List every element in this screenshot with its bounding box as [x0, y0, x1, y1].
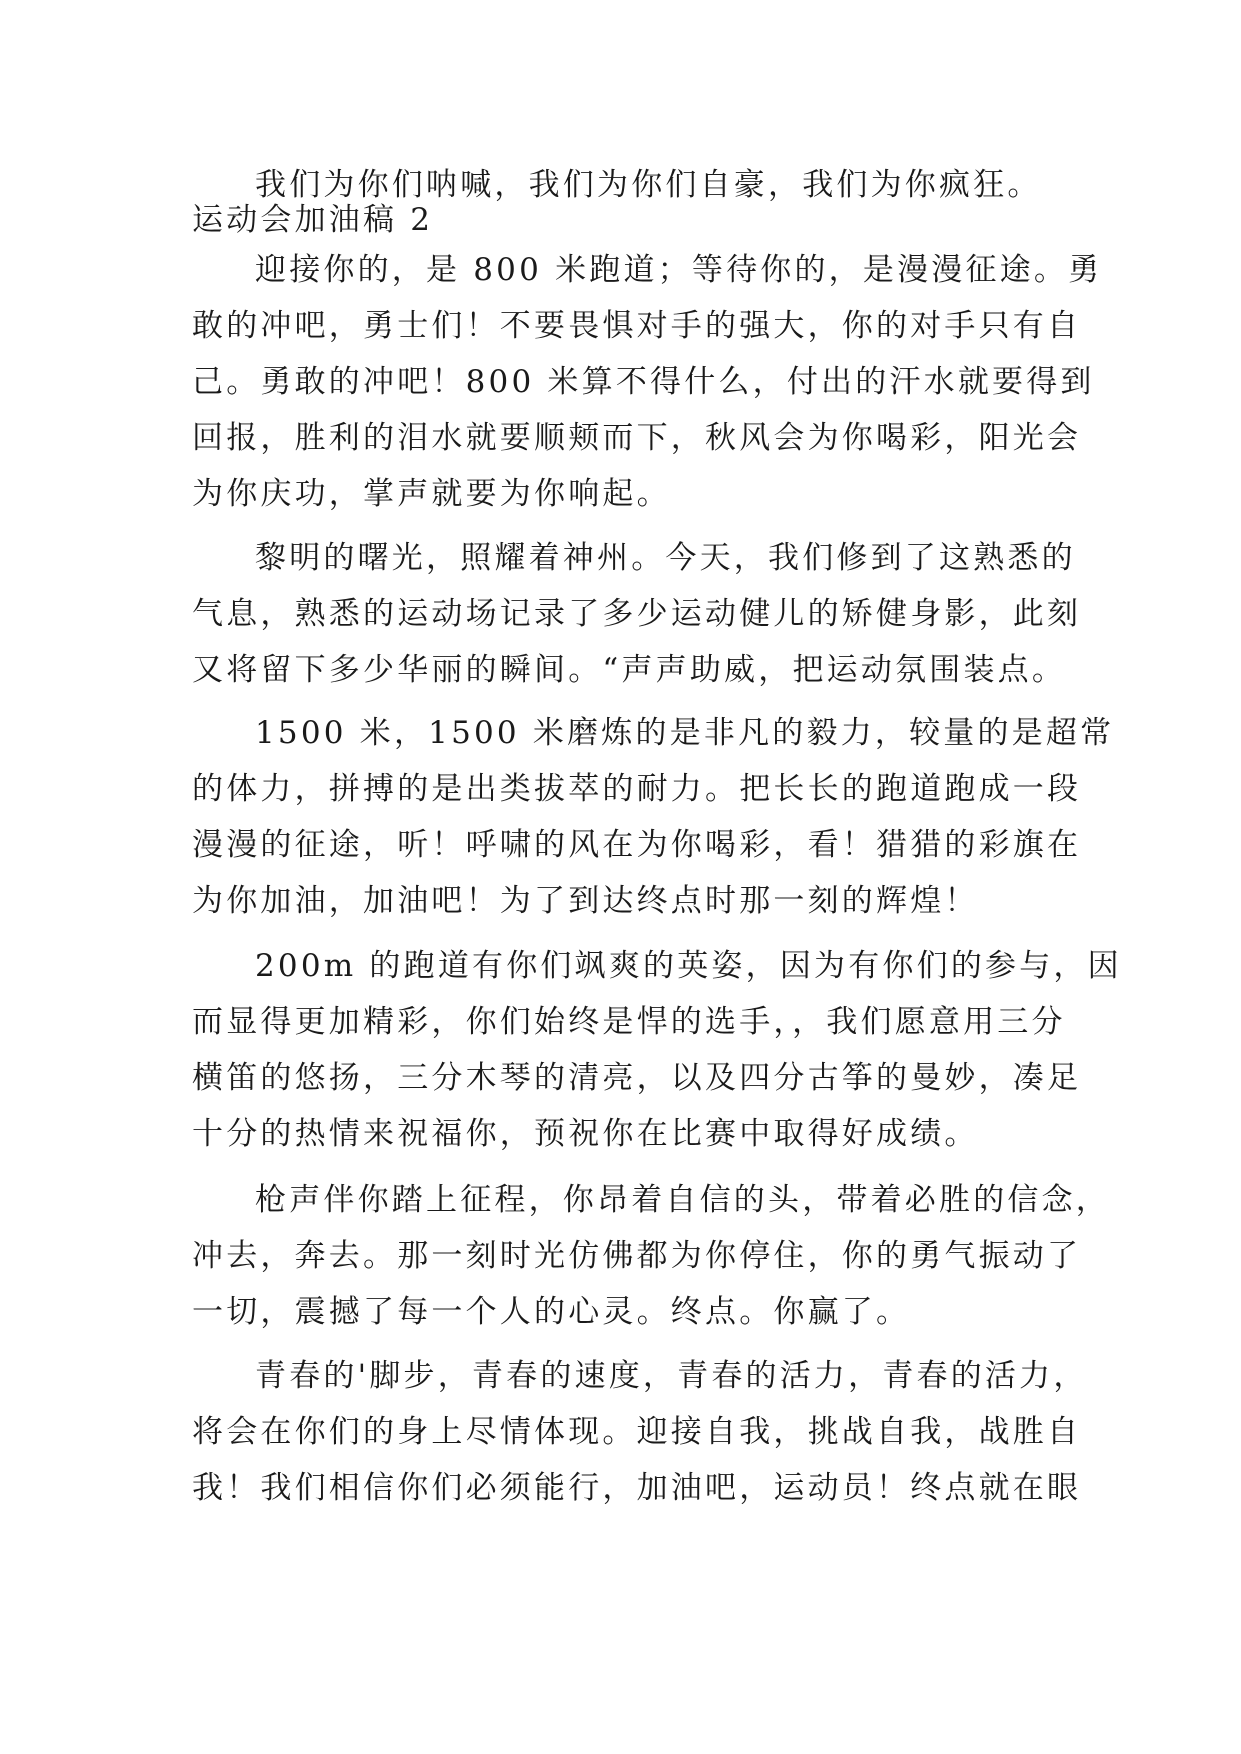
- body-text-line: 而显得更加精彩，你们始终是悍的选手，，我们愿意用三分: [192, 1004, 1066, 1040]
- body-text-line: 迎接你的，是 800 米跑道；等待你的，是漫漫征途。勇: [255, 252, 1103, 288]
- body-text-line: 横笛的悠扬，三分木琴的清亮，以及四分古筝的曼妙，凑足: [192, 1060, 1082, 1096]
- body-text-line: 己。勇敢的冲吧！800 米算不得什么，付出的汗水就要得到: [192, 364, 1095, 400]
- body-text-line: 敢的冲吧，勇士们！不要畏惧对手的强大，你的对手只有自: [192, 308, 1082, 344]
- body-text-line: 200m 的跑道有你们飒爽的英姿，因为有你们的参与，因: [255, 948, 1122, 984]
- section-heading: 运动会加油稿 2: [192, 202, 434, 238]
- body-text-line: 回报，胜利的泪水就要顺颊而下，秋风会为你喝彩，阳光会: [192, 420, 1082, 456]
- body-text-line: 冲去，奔去。那一刻时光仿佛都为你停住，你的勇气振动了: [192, 1238, 1082, 1274]
- body-text-line: 一切，震撼了每一个人的心灵。终点。你赢了。: [192, 1294, 911, 1330]
- body-text-line: 1500 米，1500 米磨炼的是非凡的毅力，较量的是超常: [255, 715, 1115, 751]
- body-text-line: 将会在你们的身上尽情体现。迎接自我，挑战自我，战胜自: [192, 1414, 1082, 1450]
- body-text-line: 黎明的曙光，照耀着神州。今天，我们修到了这熟悉的: [255, 540, 1076, 576]
- body-text-line: 枪声伴你踏上征程，你昂着自信的头，带着必胜的信念，: [255, 1182, 1110, 1218]
- body-text-line: 我们为你们呐喊，我们为你们自豪，我们为你疯狂。: [255, 167, 1042, 203]
- body-text-line: 为你加油，加油吧！为了到达终点时那一刻的辉煌！: [192, 883, 979, 919]
- body-text-line: 青春的'脚步，青春的速度，青春的活力，青春的活力，: [255, 1358, 1088, 1394]
- body-text-line: 漫漫的征途，听！呼啸的风在为你喝彩，看！猎猎的彩旗在: [192, 827, 1082, 863]
- body-text-line: 的体力，拼搏的是出类拔萃的耐力。把长长的跑道跑成一段: [192, 771, 1082, 807]
- body-text-line: 又将留下多少华丽的瞬间。“声声助威，把运动氛围装点。: [192, 652, 1067, 688]
- body-text-line: 十分的热情来祝福你，预祝你在比赛中取得好成绩。: [192, 1116, 979, 1152]
- body-text-line: 为你庆功，掌声就要为你响起。: [192, 476, 671, 512]
- body-text-line: 我！我们相信你们必须能行，加油吧，运动员！终点就在眼: [192, 1470, 1082, 1506]
- body-text-line: 气息，熟悉的运动场记录了多少运动健儿的矫健身影，此刻: [192, 596, 1082, 632]
